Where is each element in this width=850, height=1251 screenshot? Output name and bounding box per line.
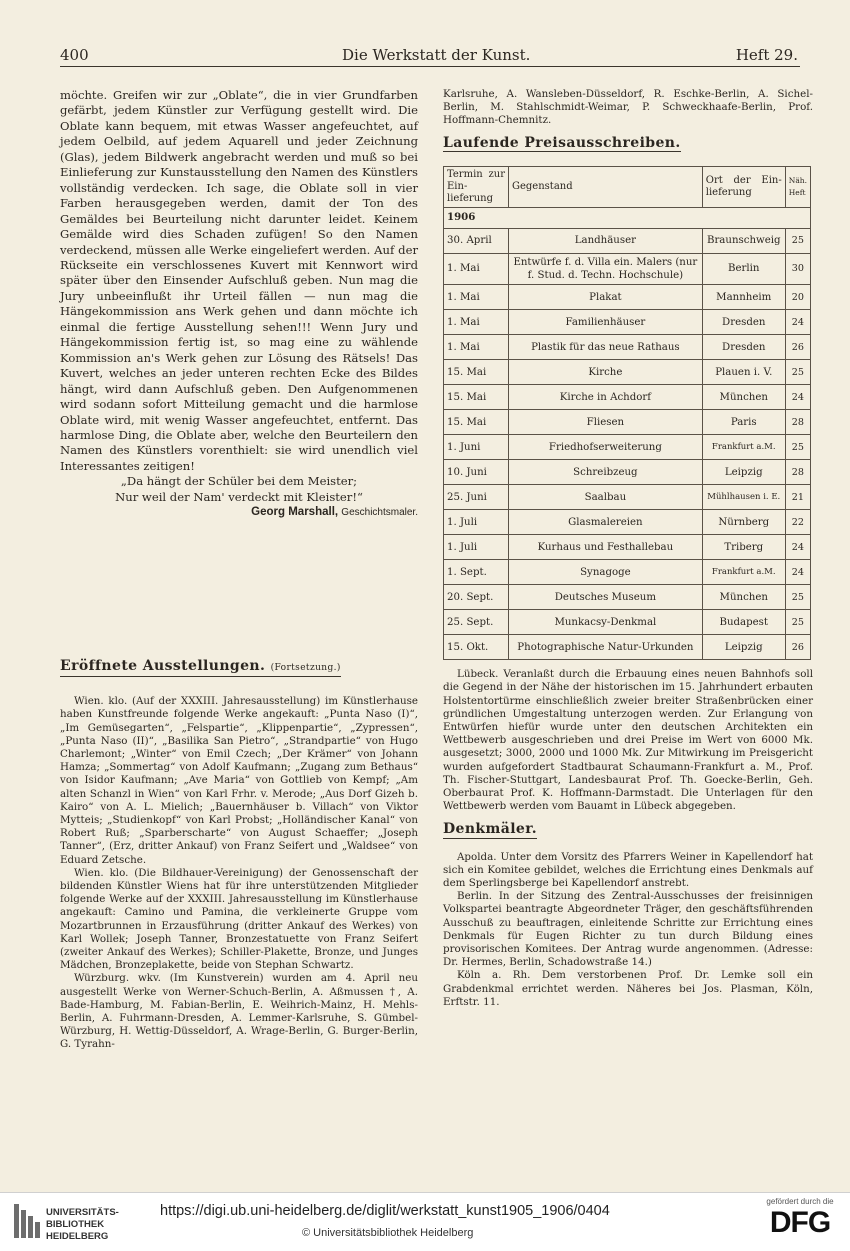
header-place: Ort der Ein-lieferung [702, 166, 785, 207]
cell-object: Landhäuser [509, 228, 703, 253]
table-row [444, 485, 811, 510]
issue-number: Heft 29. [735, 46, 798, 64]
year-label: 1906 [444, 207, 811, 228]
cell-ref: 24 [785, 385, 810, 410]
viewer-footer [0, 1192, 850, 1251]
cell-object: Fliesen [509, 410, 703, 435]
cell-place: Plauen i. V. [702, 360, 785, 385]
cell-object: Munkacsy-Denkmal [509, 610, 703, 635]
essay-column [60, 88, 418, 521]
table-row [444, 435, 811, 460]
cell-ref: 28 [785, 410, 810, 435]
cell-ref: 25 [785, 360, 810, 385]
cell-date: 1. Juni [444, 435, 509, 460]
table-row [444, 335, 811, 360]
library-name: UNIVERSITÄTS- BIBLIOTHEK HEIDELBERG [46, 1207, 119, 1242]
cell-date: 1. Mai [444, 335, 509, 360]
funder-logo[interactable] [758, 1197, 842, 1247]
table-row [444, 410, 811, 435]
cell-date: 15. Mai [444, 360, 509, 385]
table-row [444, 228, 811, 253]
table-row [444, 560, 811, 585]
header-date: Termin zur Ein-lieferung [444, 166, 509, 207]
cell-object: Entwürfe f. d. Villa ein. Malers (nur f. Stud. d. Techn. Hochschule) [509, 253, 703, 284]
cell-date: 1. Sept. [444, 560, 509, 585]
cell-date: 1. Juli [444, 510, 509, 535]
table-header-row [444, 166, 811, 207]
cell-date: 10. Juni [444, 460, 509, 485]
cell-object: Kurhaus und Festhallebau [509, 535, 703, 560]
cell-date: 25. Sept. [444, 610, 509, 635]
cell-place: Leipzig [702, 635, 785, 660]
table-row [444, 510, 811, 535]
cell-ref: 24 [785, 560, 810, 585]
table-row [444, 253, 811, 284]
cell-object: Friedhofserweiterung [509, 435, 703, 460]
cell-ref: 25 [785, 228, 810, 253]
copyright-notice: © Universitätsbibliothek Heidelberg [302, 1227, 474, 1239]
header-object: Gegenstand [509, 166, 703, 207]
table-row [444, 585, 811, 610]
author-role: Geschichtsmaler. [341, 507, 418, 519]
table-row [444, 285, 811, 310]
cell-ref: 26 [785, 635, 810, 660]
running-header [60, 44, 800, 67]
cell-object: Saalbau [509, 485, 703, 510]
news-paragraph: Wien. klo. (Die Bildhauer-Vereinigung) der Genossenschaft der bildenden Künstler Wiens hat für ihre unterstützenden Mitglieder folgende Werke auf der XXXIII. Jahresausstellung im Künstlerhause angekauft: Camino und Pamina, die verkleinerte Gruppe vom Mozartbrunnen in Erzausführung (dritter Ankauf des Werkes) von Karl Wollek; Joseph Tanner, Bronzestatuette von Franz Seifert (zweiter Ankauf des Werkes); Schiller-Plakette, Bronze, und Junges Mädchen, Bronzeplakette, beide von Stephan Schwartz. [60, 866, 418, 972]
cell-ref: 30 [785, 253, 810, 284]
cell-object: Photographische Natur-Urkunden [509, 635, 703, 660]
header-ref: Näh. Heft [785, 166, 810, 207]
cell-ref: 24 [785, 310, 810, 335]
essay-paragraph: möchte. Greifen wir zur „Oblate“, die in vier Grundfarben gefärbt, jedem Künstler zur Verfügung gestellt wird. Die Oblate kann bequem, mit etwas Wasser angefeuchtet, auf jedem Oelbild, auf jedem Aquarell und jeder Zeichnung (Glas), jedem Bildwerk angebracht werden und muß so bei Einlieferung zur Kunstausstellung den Namen des Künstlers vollständig verdecken. Ich sage, die Oblate soll in vier Farben herausgegeben werden, damit der Ton des Gemäldes bei Beurteilung nicht darunter leidet. Keinem Gemälde wird dies Schaden zufügen! So den Namen verdeckend, müssen alle Werke eingeliefert werden. Auf der Rückseite ein verschlossenes Kuvert mit Kennwort wird später über den Einsender Aufschluß geben. Nun mag die Jury unbeeinflußt ihr Urteil fällen — nun mag die Hängekommission ans Werk gehen und dann möchte ich einmal die fertige Ausstellung sehen!!! Wenn Jury und Hängekommission fertig ist, so mag eine zu wählende Kommission an's Werk gehen zur Lösung des Rätsels! Das Kuvert, welches an jeder unteren rechten Ecke des Bildes hängt, wird dann Aufschluß geben. Den Aufgenommenen wird sodann sofort Mitteilung gemacht und die harmlose Oblate wird, mit wenig Wasser angefeuchtet, entfernt. Das harmlose Ding, die Oblate aber, welche den Beurteilern den Namen des Künstlers vorenthielt: sie wird unendlich viel Interessantes zeitigen! [60, 88, 418, 473]
cell-place: Paris [702, 410, 785, 435]
library-mark-icon [14, 1204, 40, 1238]
cell-object: Plastik für das neue Rathaus [509, 335, 703, 360]
cell-date: 15. Mai [444, 385, 509, 410]
cell-date: 1. Juli [444, 535, 509, 560]
cell-date: 20. Sept. [444, 585, 509, 610]
cell-date: 1. Mai [444, 253, 509, 284]
section-heading-monuments: Denkmäler. [443, 821, 538, 838]
cell-date: 15. Okt. [444, 635, 509, 660]
table-row [444, 310, 811, 335]
cell-object: Synagoge [509, 560, 703, 585]
table-row [444, 535, 811, 560]
verse-line: „Da hängt der Schüler bei dem Meister; [120, 474, 358, 489]
library-logo[interactable] [14, 1201, 144, 1243]
section-heading-prizes: Laufende Preisausschreiben. [443, 134, 681, 151]
cell-place: Dresden [702, 335, 785, 360]
essay-signature [60, 505, 418, 520]
cell-place: Triberg [702, 535, 785, 560]
cell-place: Braunschweig [702, 228, 785, 253]
monument-paragraph: Köln a. Rh. Dem verstorbenen Prof. Dr. Lemke soll ein Grabdenkmal errichtet werden. Näheres bei Jos. Plasman, Köln, Erftstr. 11. [443, 969, 813, 1008]
cell-place: Berlin [702, 253, 785, 284]
cell-date: 15. Mai [444, 410, 509, 435]
page-number: 400 [60, 46, 89, 64]
continuation-paragraph: Karlsruhe, A. Wansleben-Düsseldorf, R. Eschke-Berlin, A. Sichel-Berlin, M. Stahlschmidt-Weimar, P. Schweckhaafe-Berlin, Prof. Hoffmann-Chemnitz. [443, 88, 813, 127]
news-paragraph: Wien. klo. (Auf der XXXIII. Jahresausstellung) im Künstlerhause haben Kunstfreunde folgende Werke angekauft: „Punta Naso (I)“, „Im Gemüsegarten“, „Felspartie“, „Klippenpartie“, „Zypressen“, „Punta Naso (II)“, „Basilika San Pietro“, „Strandpartie“ von Hugo Charlemont; „Winter“ von Emil Czech; „Der Krämer“ von Johann Hamza; „Sommertag“ von Adolf Kaufmann; „Zugang zum Bethaus“ von Isidor Kaufmann; „Ave Maria“ von Gottlieb von Kempf; „Am alten Schanzl in Wien“ von Karl Frhr. v. Merode; „Aus Dorf Gizeh b. Kairo“ von A. L. Mielich; „Bauernhäuser b. Villach“ von Viktor Mytteis; „Studienkopf“ von Karl Probst; „Holländischer Kanal“ von Robert Ruß; „Sparberscharte“ von August Schaeffer; „Joseph Tanner“, (Erz, dritter Ankauf) von Franz Seifert und „Waldsee“ von Eduard Zetsche. [60, 695, 418, 866]
cell-place: München [702, 385, 785, 410]
section-heading-exhibitions: Eröffnete Ausstellungen. (Fortsetzung.) [60, 660, 341, 677]
permalink[interactable]: https://digi.ub.uni-heidelberg.de/diglit/werkstatt_kunst1905_1906/0404 [160, 1203, 610, 1219]
cell-object: Glasmalereien [509, 510, 703, 535]
luebeck-paragraph: Lübeck. Veranlaßt durch die Erbauung eines neuen Bahnhofs soll die Gegend in der Nähe der historischen im 15. Jahrhundert erbauten Holstentortürme einschließlich zweier breiter Straßenbrücken einer gründlichen Umgestaltung unterzogen werden. Zur Erlangung von Entwürfen hiefür wurde unter den deutschen Architekten ein Wettbewerb ausgeschrieben und drei Preise im Wert von 6000 Mk. ausgesetzt; 3000, 2000 und 1000 Mk. Zur Mitwirkung im Preisgericht wurden aufgefordert Stadtbaurat Schaumann-Frankfurt a. M., Prof. Th. Fischer-Stuttgart, Landesbaurat Prof. Th. Goecke-Berlin, Geh. Oberbaurat Prof. K. Hoffmann-Darmstadt. Die Unterlagen für den Wettbewerb werden vom Bauamt in Lübeck abgegeben. [443, 668, 813, 813]
cell-object: Plakat [509, 285, 703, 310]
cell-ref: 25 [785, 610, 810, 635]
cell-ref: 26 [785, 335, 810, 360]
journal-title: Die Werkstatt der Kunst. [342, 46, 531, 64]
table-row [444, 635, 811, 660]
cell-place: Leipzig [702, 460, 785, 485]
cell-ref: 22 [785, 510, 810, 535]
cell-place: Frankfurt a.M. [702, 435, 785, 460]
cell-object: Kirche [509, 360, 703, 385]
cell-place: München [702, 585, 785, 610]
cell-place: Frankfurt a.M. [702, 560, 785, 585]
cell-date: 1. Mai [444, 310, 509, 335]
cell-ref: 21 [785, 485, 810, 510]
cell-ref: 25 [785, 435, 810, 460]
prize-table [443, 166, 811, 660]
cell-ref: 28 [785, 460, 810, 485]
cell-place: Budapest [702, 610, 785, 635]
table-row [444, 460, 811, 485]
continuation-note: (Fortsetzung.) [270, 663, 341, 673]
cell-date: 30. April [444, 228, 509, 253]
monument-paragraph: Apolda. Unter dem Vorsitz des Pfarrers Weiner in Kapellendorf hat sich ein Komitee gebildet, welches die Errichtung eines Denkmals auf dem Sperlingsberge bei Kapellendorf anstrebt. [443, 850, 813, 890]
cell-object: Kirche in Achdorf [509, 385, 703, 410]
right-column [443, 88, 813, 1009]
cell-place: Nürnberg [702, 510, 785, 535]
funder-note: gefördert durch die [766, 1197, 834, 1206]
year-row [444, 207, 811, 228]
cell-object: Deutsches Museum [509, 585, 703, 610]
cell-ref: 20 [785, 285, 810, 310]
verse-line: Nur weil der Nam' verdeckt mit Kleister!“ [115, 489, 363, 504]
author-name: Georg Marshall, [251, 506, 339, 519]
monument-paragraph: Berlin. In der Sitzung des Zentral-Ausschusses der freisinnigen Volkspartei beantragte Abgeordneter Träger, den geschäftsführenden Ausschuß zu beauftragen, einleitende Schritte zur Errichtung eines Denkmals für Eugen Richter zu tun durch Bildung eines provisorischen Komitees. Der Antrag wurde angenommen. (Adresse: Dr. Hermes, Berlin, Schadowstraße 14.) [443, 890, 813, 969]
cell-place: Mannheim [702, 285, 785, 310]
cell-object: Schreibzeug [509, 460, 703, 485]
table-row [444, 610, 811, 635]
table-row [444, 385, 811, 410]
cell-ref: 25 [785, 585, 810, 610]
cell-place: Mühlhausen i. E. [702, 485, 785, 510]
cell-date: 25. Juni [444, 485, 509, 510]
dfg-logo-icon: DFG [769, 1206, 831, 1239]
news-paragraph: Würzburg. wkv. (Im Kunstverein) wurden am 4. April neu ausgestellt Werke von Werner-Schuch-Berlin, A. Aßmussen †, A. Bade-Hamburg, M. Fabian-Berlin, E. Weihrich-Mainz, H. Mehls-Berlin, A. Fuhrmann-Dresden, A. Lemmer-Karlsruhe, S. Gümbel-Würzburg, H. Wettig-Düsseldorf, A. Wrage-Berlin, G. Burger-Berlin, G. Tyrahn- [60, 972, 418, 1051]
exhibitions-section [60, 660, 418, 1052]
table-row [444, 360, 811, 385]
cell-date: 1. Mai [444, 285, 509, 310]
cell-ref: 24 [785, 535, 810, 560]
cell-object: Familienhäuser [509, 310, 703, 335]
cell-place: Dresden [702, 310, 785, 335]
